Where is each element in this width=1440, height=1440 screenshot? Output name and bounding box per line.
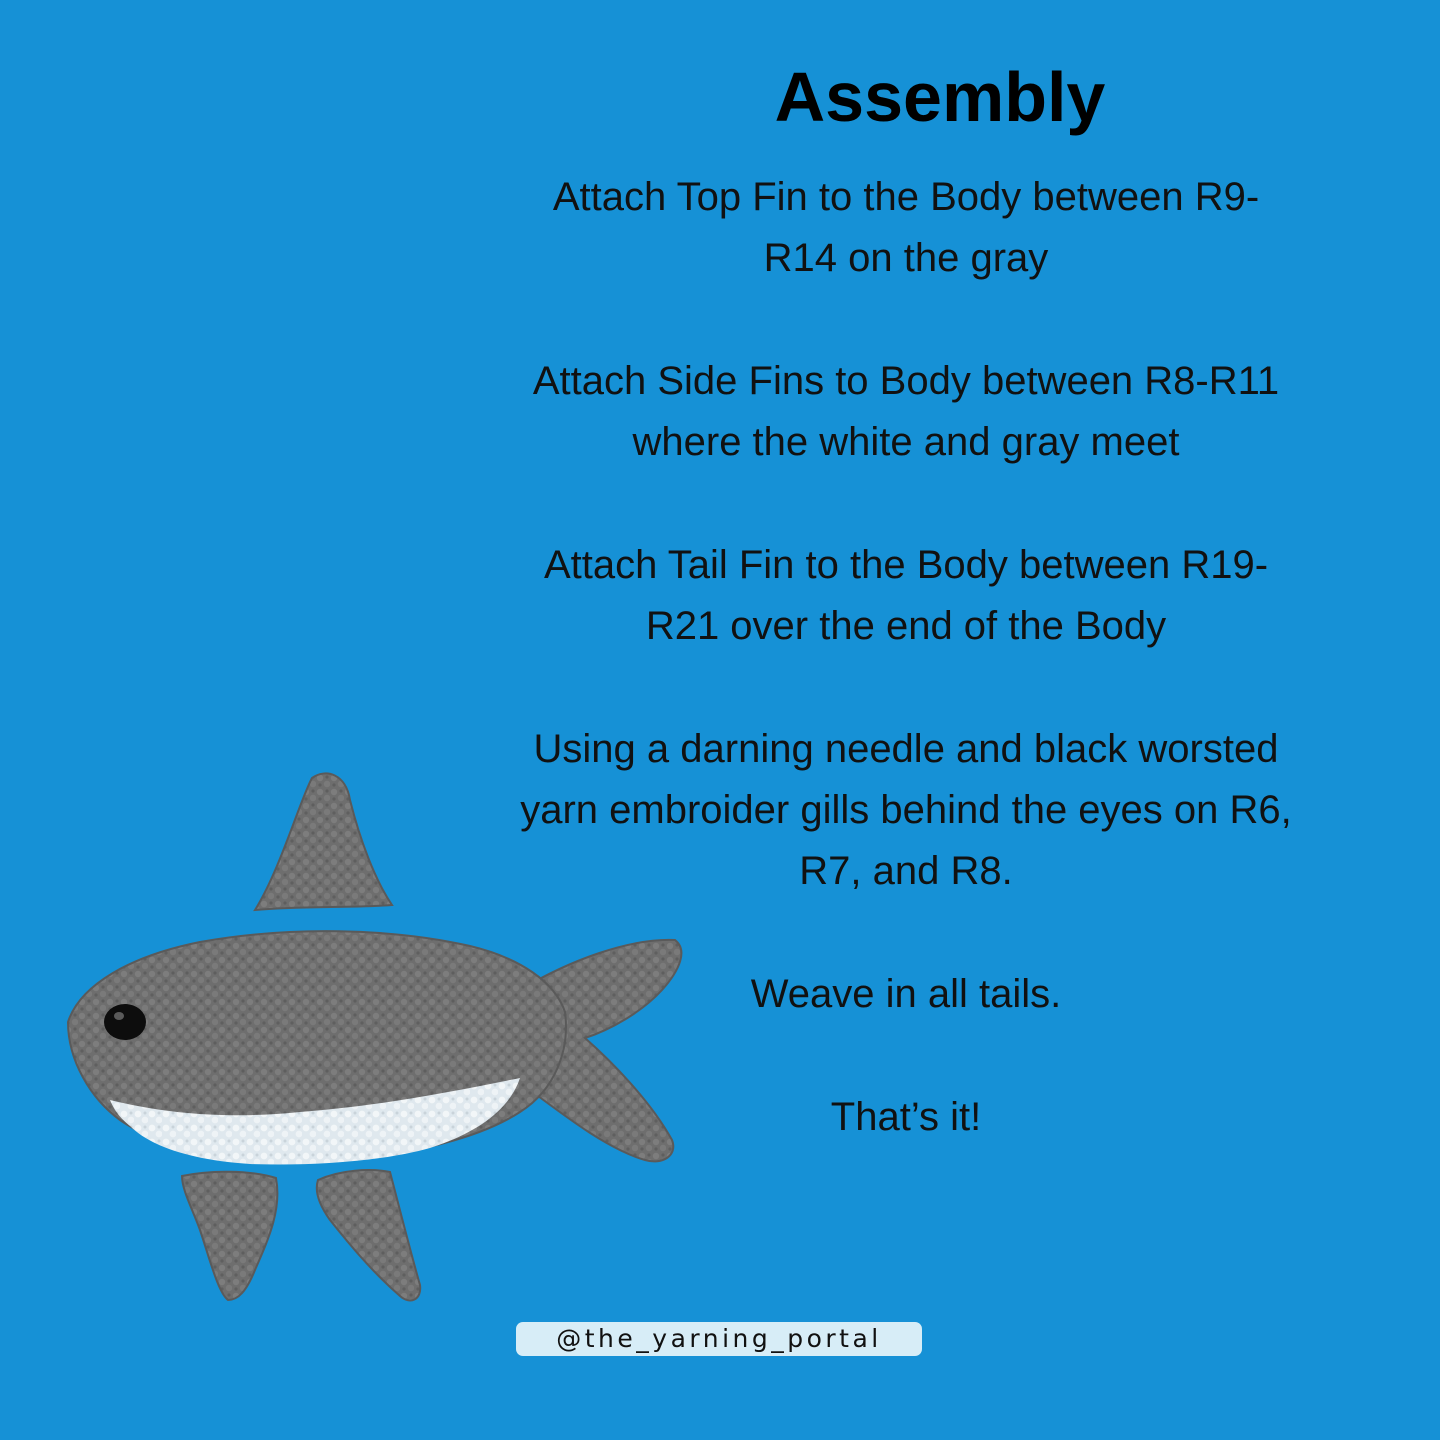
page-title: Assembly [774, 58, 1106, 136]
step-line: R14 on the gray [763, 236, 1049, 280]
side-fin-right [317, 1170, 420, 1300]
step-tail-fin [470, 535, 1342, 657]
crochet-shark-illustration [50, 760, 700, 1320]
step-line: Weave in all tails. [750, 972, 1062, 1016]
step-line: yarn embroider gills behind the eyes on R6, [520, 788, 1292, 832]
step-line: R7, and R8. [799, 849, 1013, 893]
top-fin [255, 773, 392, 910]
step-side-fins [470, 351, 1342, 473]
step-line: Using a darning needle and black worsted [533, 727, 1279, 771]
side-fin-left [182, 1172, 277, 1300]
step-line: R21 over the end of the Body [645, 604, 1167, 648]
step-top-fin [470, 167, 1342, 289]
step-line: Attach Top Fin to the Body between R9- [552, 175, 1260, 219]
eye-icon [104, 1004, 146, 1040]
step-line: where the white and gray meet [632, 420, 1180, 464]
step-line: Attach Side Fins to Body between R8-R11 [532, 359, 1280, 403]
step-line: Attach Tail Fin to the Body between R19- [543, 543, 1269, 587]
social-handle-badge: @the_yarning_portal [516, 1322, 922, 1356]
step-line: That’s it! [830, 1095, 982, 1139]
